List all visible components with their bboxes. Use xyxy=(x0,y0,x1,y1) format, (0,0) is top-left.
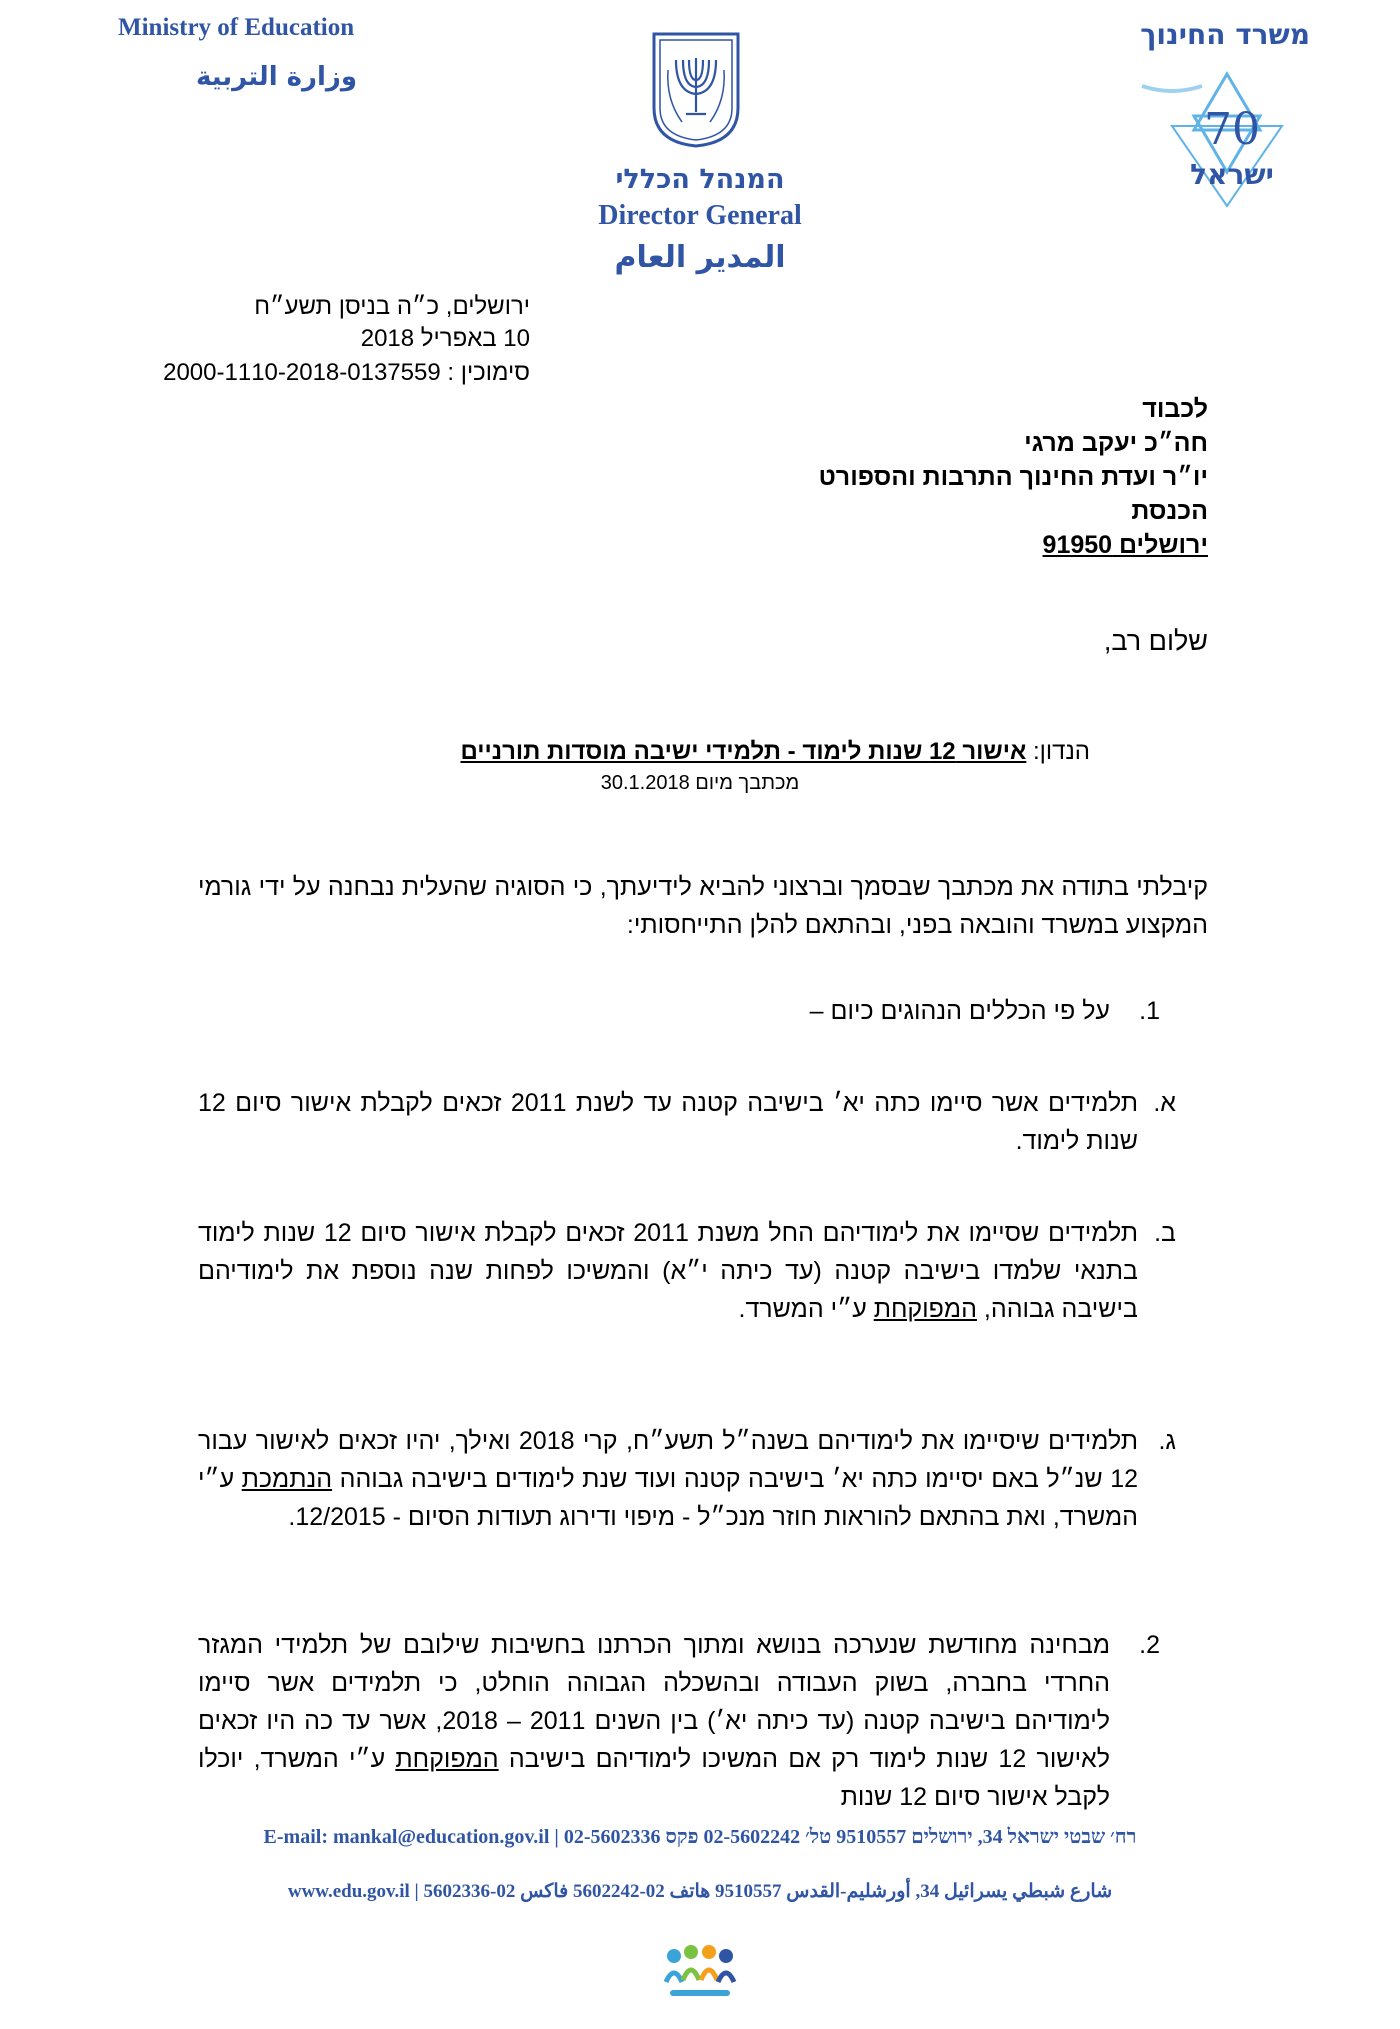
item-2-number: 2. xyxy=(1139,1631,1160,1659)
addressee-line-5: ירושלים 91950 xyxy=(1042,531,1208,559)
ministry-name-arabic: وزارة التربية xyxy=(196,62,358,92)
item-1-number: 1. xyxy=(1139,997,1160,1025)
greeting: שלום רב, xyxy=(1103,626,1208,656)
item-2-underlined: המפוקחת xyxy=(395,1745,499,1773)
sub-item-c-underlined: הנתמכת xyxy=(241,1465,333,1493)
subject-prefix: הנדון: xyxy=(1026,738,1090,765)
sub-item-b-underlined: המפוקחת xyxy=(873,1295,977,1323)
sub-item-a-text: תלמידים אשר סיימו כתה יא׳ בישיבה קטנה עד לשנת 2011 זכאים לקבלת אישור סיום 12 שנות לימוד. xyxy=(198,1089,1138,1155)
item-2-text-part2: ע״י המשרד, יוכלו לקבל אישור סיום 12 שנות xyxy=(198,1745,1110,1811)
israel70-text: ישראל xyxy=(1190,158,1274,191)
israel-70-logo-icon xyxy=(1132,66,1312,216)
addressee-line-1: לכבוד xyxy=(1142,395,1208,423)
subject-title: אישור 12 שנות לימוד - תלמידי ישיבה מוסדות תורניים xyxy=(460,738,1027,765)
subject-reference: מכתבך מיום 30.1.2018 xyxy=(600,772,800,794)
sub-item-a-letter: א. xyxy=(1153,1089,1176,1117)
reference-number: סימוכין : 2000-1110-2018-0137559 xyxy=(163,359,530,386)
item-2-text xyxy=(198,1626,1110,1816)
item-1-text: על פי הכללים הנהוגים כיום – xyxy=(809,997,1110,1025)
addressee-line-3: יו״ר ועדת החינוך התרבות והספורט xyxy=(818,463,1208,491)
footer-contact-arabic: شارع شبطي يسرائيل 34, أورشليم-القدس 9510557 هاتف 02-5602242 فاكس 02-5602336 | www.edu.gov.il xyxy=(287,1881,1113,1902)
sub-item-b-text-part1: תלמידים שסיימו את לימודיהם החל משנת 2011 זכאים לקבלת אישור סיום 12 שנות לימוד בתנאי שלמדו בישיבה קטנה (עד כיתה י״א) והמשיכו לפחות שנה נוספת את לימודיהם בישיבה גבוהה, xyxy=(198,1219,1138,1323)
inclusion-logo-icon xyxy=(660,1942,740,2002)
sub-item-b-letter: ב. xyxy=(1154,1219,1176,1247)
state-emblem-icon xyxy=(646,30,746,150)
ministry-name-hebrew: משרד החינוך xyxy=(1140,18,1310,51)
ministry-name-english: Ministry of Education xyxy=(118,14,355,41)
intro-paragraph: קיבלתי בתודה את מכתבך שבסמך וברצוני להביא לידיעתך, כי הסוגיה שהעלית נבחנה על ידי גורמי המקצוע במשרד והובאה בפני, ובהתאם להלן התייחסותי: xyxy=(198,873,1208,939)
date-gregorian: 10 באפריל 2018 xyxy=(360,325,530,352)
date-hebrew: ירושלים, כ״ה בניסן תשע״ח xyxy=(254,293,530,320)
addressee-line-4: הכנסת xyxy=(1131,497,1208,525)
sub-item-c-text-part2: ע״י המשרד, ואת בהתאם להוראות חוזר מנכ״ל - מיפוי ודירוג תעודות הסיום - 12/2015. xyxy=(198,1465,1138,1531)
sub-item-c-text xyxy=(198,1422,1138,1536)
sub-item-c-text-part1: תלמידים שיסיימו את לימודיהם בשנה״ל תשע״ח, קרי 2018 ואילך, יהיו זכאים לאישור עבור 12 שנ״ל באם יסיימו כתה יא׳ בישיבה קטנה ועוד שנת לימודים בישיבה גבוהה xyxy=(198,1427,1138,1493)
director-general-english: Director General xyxy=(598,200,802,231)
director-general-hebrew: המנהל הכללי xyxy=(615,164,785,195)
director-general-arabic: المدير العام xyxy=(614,240,786,275)
sub-item-c-letter: ג. xyxy=(1158,1427,1176,1455)
addressee-line-2: חה״כ יעקב מרגי xyxy=(1024,429,1208,457)
footer-contact-hebrew: רח׳ שבטי ישראל 34, ירושלים 9510557 טל׳ 02-5602242 פקס 02-5602336 | E-mail: mankal@education.gov.il xyxy=(263,1826,1137,1848)
sub-item-b-text-part2: ע״י המשרד. xyxy=(738,1295,874,1323)
item-2-text-part1: מבחינה מחודשת שנערכה בנושא ומתוך הכרתנו בחשיבות שילובם של תלמידי המגזר החרדי בחברה, בשוק העבודה ובהשכלה הגבוהה הוחלט, כי תלמידים אשר סיימו לימודיהם בישיבה קטנה (עד כיתה יא׳) בין השנים 2011 – 2018, אשר עד כה היו זכאים לאישור 12 שנות לימוד רק אם המשיכו לימודיהם בישיבה xyxy=(198,1631,1111,1773)
subject-line xyxy=(460,738,1090,766)
sub-item-b-text xyxy=(198,1214,1138,1328)
israel70-number: 70 xyxy=(1204,104,1260,155)
